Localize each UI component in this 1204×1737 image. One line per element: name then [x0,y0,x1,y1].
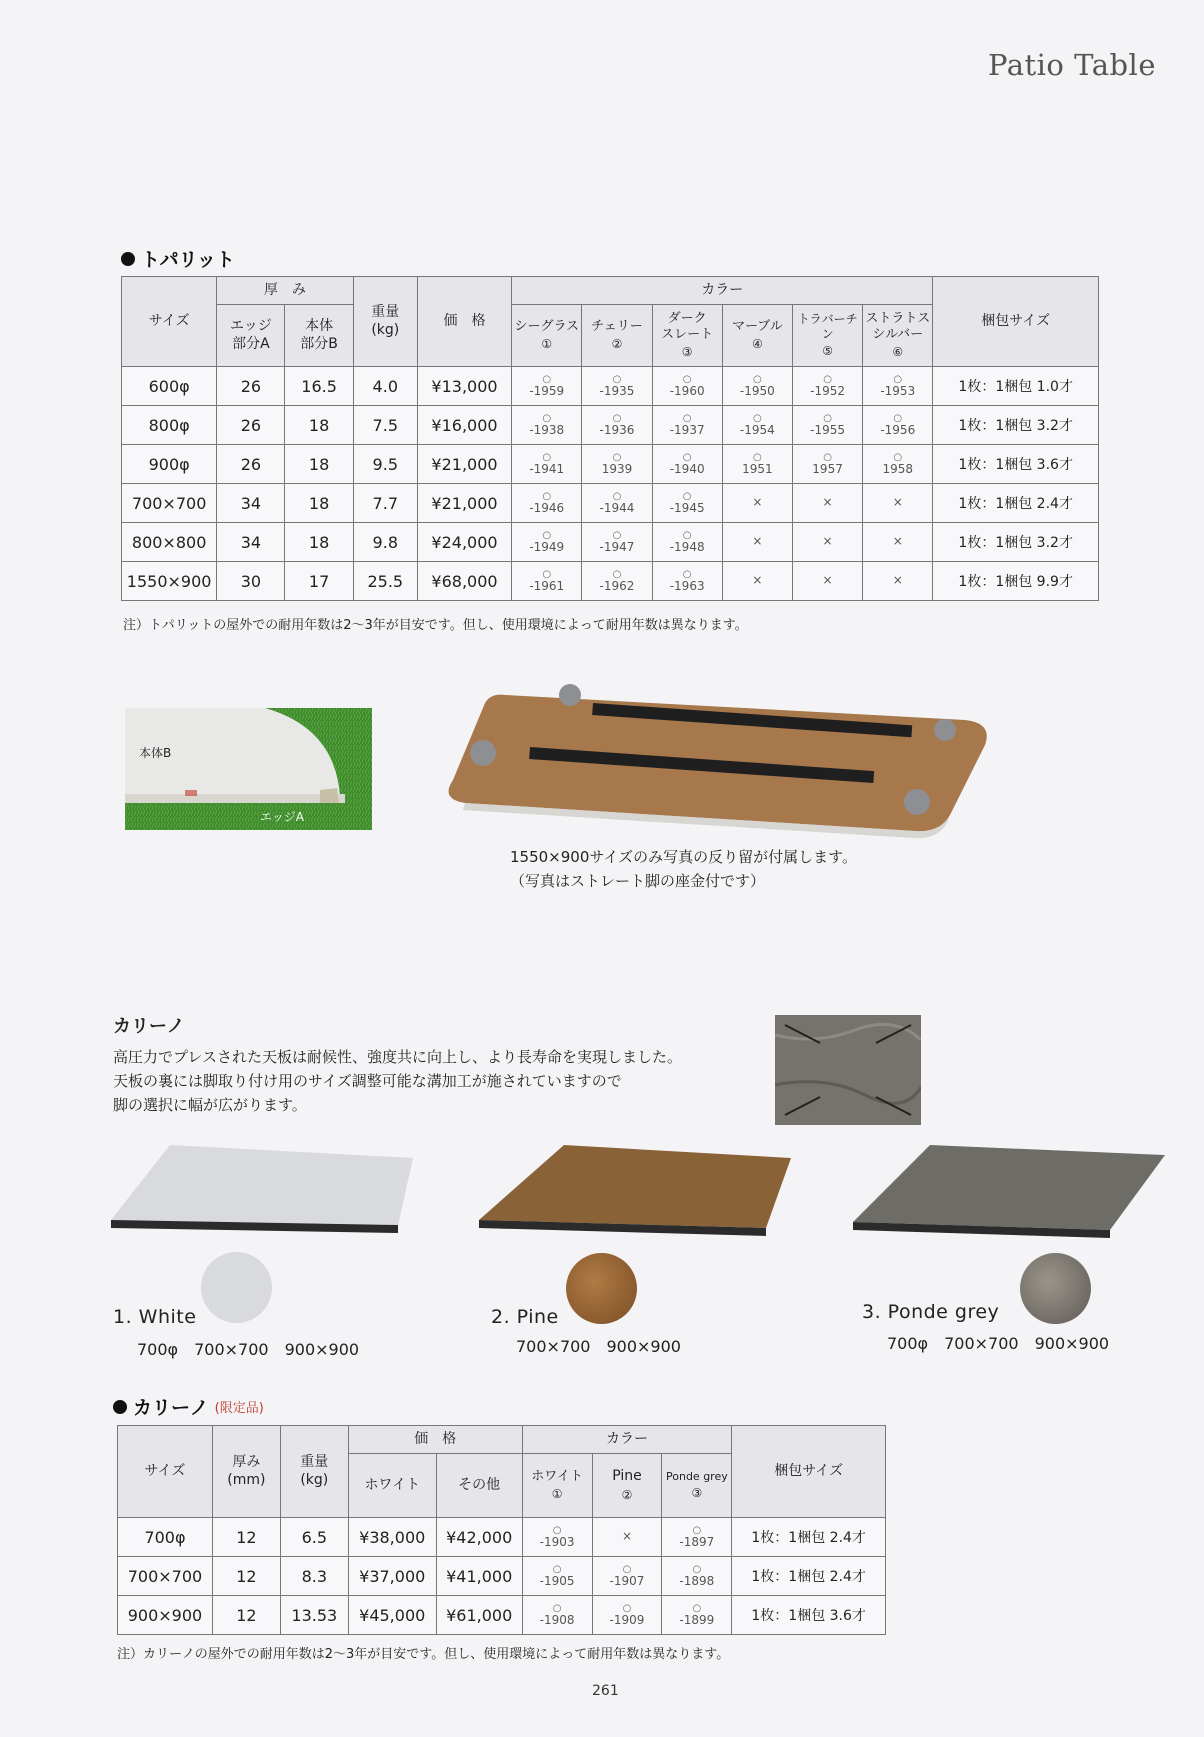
color-code: -1938 [529,422,565,437]
availability-circle-icon: ○ [612,373,622,385]
pine-swatch [566,1253,637,1324]
cell-color-code [512,523,582,562]
availability-circle-icon: ○ [682,529,692,541]
table-row [122,445,1099,484]
board-back-image [775,1015,921,1125]
cell-weight: 4.0 [353,367,417,406]
color-code: -1945 [669,500,705,515]
color-code: × [892,495,903,510]
table-underside-photo [445,675,995,840]
color-code: × [752,495,763,510]
cell-thickness: 12 [212,1557,280,1596]
carino-header-thickness: 厚み (mm) [212,1426,280,1518]
color-code: -1944 [599,500,635,515]
cell-price: ¥21,000 [417,445,511,484]
cell-price: ¥68,000 [417,562,511,601]
cell-color-code [522,1518,592,1557]
carino-description [113,1045,682,1117]
cell-edge: 34 [217,484,285,523]
availability-circle-icon: ○ [622,1563,632,1575]
underside-caption [510,845,857,893]
cell-color-code [582,406,652,445]
table-row [122,562,1099,601]
cell-color-code [863,562,933,601]
header-package: 梱包サイズ [933,277,1099,367]
color-code: -1959 [529,383,565,398]
header-price: 価 格 [417,277,511,367]
color-code: -1954 [739,422,775,437]
availability-circle-icon: ○ [682,490,692,502]
color-header-2: チェリー ② [582,305,652,367]
cell-edge: 26 [217,406,285,445]
color-code: -1936 [599,422,635,437]
carino-header-price: 価 格 [348,1426,522,1454]
availability-circle-icon: ○ [893,373,903,385]
color-code: 1951 [742,461,773,476]
cell-size: 700×700 [122,484,217,523]
cell-package: 1枚：1梱包 1.0才 [933,367,1099,406]
carino-header-price-other: その他 [436,1454,522,1518]
cell-weight: 9.8 [353,523,417,562]
carino-color-header-3: Ponde grey ③ [662,1454,732,1518]
topalit-spec-table [121,276,1099,601]
table-row [122,406,1099,445]
cell-color-code [792,406,862,445]
cell-weight: 6.5 [280,1518,348,1557]
cell-color-code [722,562,792,601]
cell-color-code [652,523,722,562]
cell-price-other: ¥61,000 [436,1596,522,1635]
cell-price: ¥13,000 [417,367,511,406]
cell-size: 1550×900 [122,562,217,601]
cell-size: 800×800 [122,523,217,562]
cell-color-code [512,445,582,484]
availability-circle-icon: ○ [542,373,552,385]
cell-price: ¥16,000 [417,406,511,445]
color-code: -1899 [679,1612,715,1627]
carino-header-package: 梱包サイズ [732,1426,886,1518]
availability-circle-icon: ○ [893,451,903,463]
cell-color-code [512,406,582,445]
color-code: -1950 [739,383,775,398]
topalit-title: トパリット [141,249,235,271]
board-back-photo [775,1015,921,1125]
cell-body: 18 [285,445,353,484]
cell-color-code [722,406,792,445]
availability-circle-icon: ○ [823,373,832,385]
label-edge-a: エッジA [260,810,304,824]
color-code: × [822,573,833,588]
carino-para-line-2: 天板の裏には脚取り付け用のサイズ調整可能な溝加工が施されていますので [113,1072,622,1090]
carino-table-title-text: カリーノ [133,1397,209,1419]
color-code: -1909 [609,1612,645,1627]
cell-size: 900×900 [118,1596,213,1635]
header-thickness: 厚 み [217,277,353,305]
cell-color-code [582,484,652,523]
color-code: -1948 [669,539,705,554]
carino-spec-table [117,1425,886,1635]
cell-color-code [512,367,582,406]
cell-price: ¥24,000 [417,523,511,562]
cell-color-code [652,562,722,601]
availability-circle-icon: ○ [542,490,552,502]
availability-circle-icon: ○ [542,451,552,463]
header-color: カラー [512,277,933,305]
cell-package: 1枚：1梱包 3.2才 [933,406,1099,445]
cell-body: 18 [285,523,353,562]
cell-body: 16.5 [285,367,353,406]
header-size: サイズ [122,277,217,367]
ponde-grey-board-image [850,1140,1170,1240]
carino-color-header-2: Pine ② [592,1454,662,1518]
availability-circle-icon: ○ [612,529,622,541]
limited-badge: (限定品) [214,1401,264,1416]
availability-circle-icon: ○ [542,568,552,580]
color-code: -1956 [880,422,916,437]
color-code: -1937 [669,422,705,437]
color-header-5: トラバーチン ⑤ [792,305,862,367]
availability-circle-icon: ○ [692,1602,702,1614]
carino-para-line-1: 高圧力でプレスされた天板は耐候性、強度共に向上し、より長寿命を実現しました。 [113,1048,682,1066]
cell-price: ¥21,000 [417,484,511,523]
color-code: -1961 [529,578,565,593]
cell-price-white: ¥37,000 [348,1557,436,1596]
cell-color-code [652,484,722,523]
cell-weight: 8.3 [280,1557,348,1596]
color-code: 1958 [882,461,914,476]
availability-circle-icon: ○ [622,1602,632,1614]
cell-color-code [652,406,722,445]
cell-package: 1枚：1梱包 2.4才 [732,1518,886,1557]
availability-circle-icon: ○ [682,451,692,463]
cell-color-code [722,445,792,484]
cell-edge: 26 [217,445,285,484]
underside-image [445,675,995,840]
availability-circle-icon: ○ [753,373,762,385]
color-header-3: ダーク スレート ③ [652,305,722,367]
header-body: 本体 部分B [285,305,353,367]
cell-size: 800φ [122,406,217,445]
color-code: × [621,1529,632,1544]
table-row [122,484,1099,523]
cell-color-code [792,445,862,484]
color-code: -1940 [669,461,705,476]
availability-circle-icon: ○ [542,529,552,541]
topalit-note: 注）トパリットの屋外での耐用年数は2～3年が目安です。但し、使用環境によって耐用年数は異なります。 [123,618,748,633]
availability-circle-icon: ○ [682,568,692,580]
table-row [118,1518,886,1557]
color-header-4: マーブル ④ [722,305,792,367]
carino-note: 注）カリーノの屋外での耐用年数は2～3年が目安です。但し、使用環境によって耐用年数は異なります。 [117,1647,730,1662]
cell-color-code [722,523,792,562]
carino-heading: カリーノ [113,1016,185,1037]
availability-circle-icon: ○ [612,451,622,463]
cell-color-code [662,1518,732,1557]
cell-color-code [792,523,862,562]
cell-color-code [592,1557,662,1596]
cell-color-code [863,445,933,484]
cell-color-code [722,367,792,406]
cell-color-code [522,1596,592,1635]
cell-size: 900φ [122,445,217,484]
cell-weight: 9.5 [353,445,417,484]
cell-color-code [863,523,933,562]
cell-price-white: ¥45,000 [348,1596,436,1635]
cell-body: 18 [285,406,353,445]
cell-edge: 30 [217,562,285,601]
cell-color-code [863,367,933,406]
white-swatch [201,1252,272,1323]
color-code: 1939 [601,461,633,476]
availability-circle-icon: ○ [612,412,622,424]
cell-body: 17 [285,562,353,601]
availability-circle-icon: ○ [823,451,832,463]
availability-circle-icon: ○ [753,412,762,424]
cell-color-code [512,562,582,601]
availability-circle-icon: ○ [692,1524,702,1536]
cell-size: 700×700 [118,1557,213,1596]
cell-weight: 25.5 [353,562,417,601]
bullet-icon [121,252,135,266]
cell-color-code [652,367,722,406]
cell-edge: 26 [217,367,285,406]
cell-weight: 7.7 [353,484,417,523]
edge-photo-image [125,708,372,830]
variant-ponde-grey-sizes: 700φ 700×700 900×900 [887,1334,1110,1353]
color-code: -1908 [539,1612,575,1627]
table-row [118,1557,886,1596]
carino-header-size: サイズ [118,1426,213,1518]
color-header-6: ストラトス シルバー ⑥ [863,305,933,367]
cell-package: 1枚：1梱包 3.6才 [933,445,1099,484]
color-code: × [892,573,903,588]
availability-circle-icon: ○ [542,412,552,424]
cell-color-code [792,484,862,523]
cell-package: 1枚：1梱包 3.6才 [732,1596,886,1635]
pine-board-image [476,1140,796,1240]
cell-color-code [582,562,652,601]
variant-white-label: 1. White [113,1306,197,1328]
cell-color-code [662,1596,732,1635]
cell-color-code [863,484,933,523]
cell-price-other: ¥41,000 [436,1557,522,1596]
color-code: -1903 [539,1534,575,1549]
color-code: -1963 [669,578,705,593]
color-code: × [892,534,903,549]
ponde-grey-swatch [1020,1253,1091,1324]
availability-circle-icon: ○ [612,568,622,580]
cell-color-code [863,406,933,445]
table-row [122,367,1099,406]
cell-color-code [522,1557,592,1596]
carino-color-header-1: ホワイト ① [522,1454,592,1518]
edge-cross-section-photo [125,708,372,830]
caption-line-2: （写真はストレート脚の座金付です） [510,872,766,890]
page-header-title: Patio Table [988,48,1156,82]
bullet-icon [113,1400,127,1414]
color-code: -1935 [599,383,635,398]
color-header-1: シーグラス ① [512,305,582,367]
cell-color-code [792,562,862,601]
color-code: -1949 [529,539,565,554]
cell-color-code [582,523,652,562]
availability-circle-icon: ○ [692,1563,702,1575]
color-code: -1898 [679,1573,715,1588]
availability-circle-icon: ○ [552,1563,562,1575]
color-code: × [822,495,833,510]
cell-weight: 7.5 [353,406,417,445]
carino-header-color: カラー [522,1426,732,1454]
white-board-image [108,1140,418,1240]
variant-pine-label: 2. Pine [491,1306,559,1328]
availability-circle-icon: ○ [552,1524,562,1536]
cell-color-code [652,445,722,484]
availability-circle-icon: ○ [823,412,832,424]
cell-size: 600φ [122,367,217,406]
color-code: -1953 [880,383,916,398]
availability-circle-icon: ○ [682,373,692,385]
color-code: × [822,534,833,549]
variant-white-sizes: 700φ 700×700 900×900 [137,1340,360,1359]
color-code: × [752,534,763,549]
carino-header-weight: 重量 (kg) [280,1426,348,1518]
variant-pine-sizes: 700×700 900×900 [516,1337,681,1356]
carino-para-line-3: 脚の選択に幅が広がります。 [113,1096,307,1114]
carino-table-title [113,1393,264,1420]
cell-color-code [722,484,792,523]
page-number: 261 [592,1683,619,1699]
topalit-section-title [121,245,235,272]
color-code: -1947 [599,539,635,554]
cell-color-code [582,367,652,406]
label-body-b: 本体B [139,746,172,760]
color-code: 1957 [812,461,843,476]
caption-line-1: 1550×900サイズのみ写真の反り留が付属します。 [510,848,857,866]
color-code: × [752,573,763,588]
color-code: -1897 [679,1534,715,1549]
cell-thickness: 12 [212,1596,280,1635]
cell-price-other: ¥42,000 [436,1518,522,1557]
cell-package: 1枚：1梱包 2.4才 [732,1557,886,1596]
table-row [118,1596,886,1635]
header-weight: 重量 (kg) [353,277,417,367]
color-code: -1905 [539,1573,575,1588]
cell-color-code [662,1557,732,1596]
cell-color-code [582,445,652,484]
carino-header-price-white: ホワイト [348,1454,436,1518]
cell-color-code [512,484,582,523]
availability-circle-icon: ○ [682,412,692,424]
availability-circle-icon: ○ [893,412,903,424]
color-code: -1952 [810,383,845,398]
cell-price-white: ¥38,000 [348,1518,436,1557]
variant-ponde-grey-label: 3. Ponde grey [862,1301,1000,1323]
color-code: -1946 [529,500,565,515]
color-code: -1962 [599,578,635,593]
cell-package: 1枚：1梱包 3.2才 [933,523,1099,562]
header-edge: エッジ 部分A [217,305,285,367]
cell-edge: 34 [217,523,285,562]
cell-weight: 13.53 [280,1596,348,1635]
color-code: -1955 [810,422,845,437]
cell-package: 1枚：1梱包 2.4才 [933,484,1099,523]
cell-color-code [592,1596,662,1635]
cell-body: 18 [285,484,353,523]
color-code: -1941 [529,461,565,476]
cell-thickness: 12 [212,1518,280,1557]
table-row [122,523,1099,562]
cell-color-code [592,1518,662,1557]
availability-circle-icon: ○ [612,490,622,502]
cell-color-code [792,367,862,406]
availability-circle-icon: ○ [753,451,762,463]
availability-circle-icon: ○ [552,1602,562,1614]
cell-package: 1枚：1梱包 9.9才 [933,562,1099,601]
color-code: -1907 [609,1573,645,1588]
color-code: -1960 [669,383,705,398]
cell-size: 700φ [118,1518,213,1557]
